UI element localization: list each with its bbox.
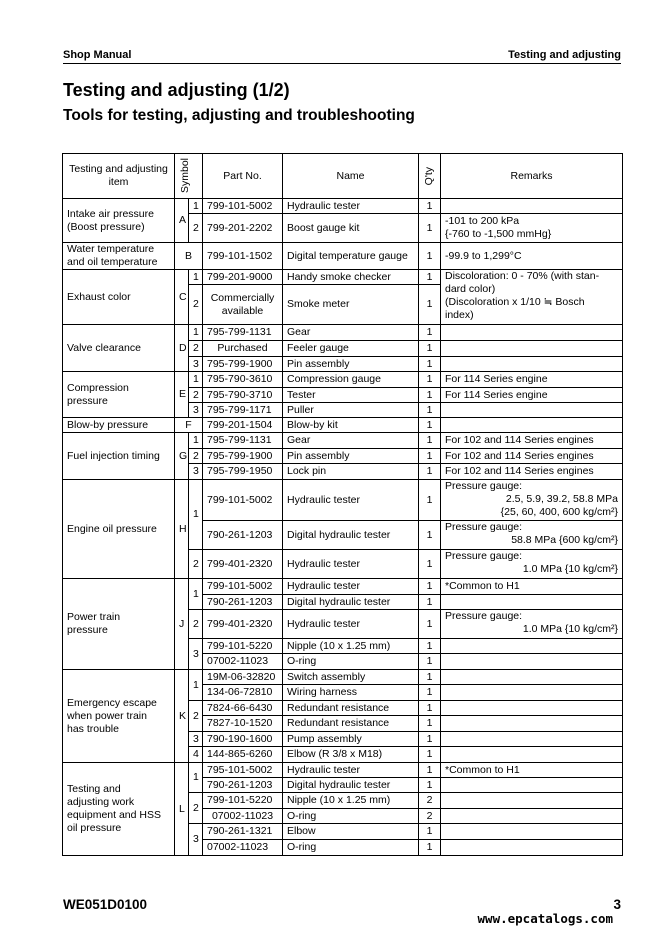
running-header xyxy=(63,49,621,64)
tool-name: Nipple (10 x 1.25 mm) xyxy=(283,793,419,809)
part-number: 799-101-5002 xyxy=(203,199,283,214)
tool-name: Blow-by kit xyxy=(283,418,419,433)
symbol-cell: E xyxy=(175,372,189,418)
part-number: 795-799-1131 xyxy=(203,325,283,341)
tool-name: Hydraulic tester xyxy=(283,763,419,778)
quantity: 1 xyxy=(419,341,441,357)
symbol-cell: H xyxy=(175,480,189,579)
remarks-value: 58.8 MPa {600 kg/cm²} xyxy=(511,534,618,546)
tool-name: O-ring xyxy=(283,654,419,670)
remarks xyxy=(441,670,623,685)
part-number: 790-261-1321 xyxy=(203,824,283,840)
quantity: 1 xyxy=(419,732,441,747)
col-header-qty: Q'ty xyxy=(419,154,441,199)
remarks: Discoloration: 0 - 70% (with stan- dard color) (Discoloration x 1/10 ≒ Bosch index) xyxy=(441,270,623,325)
item-cell: Exhaust color xyxy=(63,270,175,325)
quantity: 2 xyxy=(419,809,441,824)
remarks xyxy=(441,701,623,716)
quantity: 1 xyxy=(419,464,441,480)
quantity: 1 xyxy=(419,654,441,670)
tool-name: Tester xyxy=(283,388,419,403)
quantity: 1 xyxy=(419,388,441,403)
page-number: 3 xyxy=(613,897,621,912)
remarks-label: Pressure gauge: xyxy=(445,550,523,562)
remarks: For 114 Series engine xyxy=(441,388,623,403)
sub-number: 3 xyxy=(189,403,203,418)
tool-name: Hydraulic tester xyxy=(283,550,419,579)
part-number: 790-261-1203 xyxy=(203,778,283,793)
quantity: 1 xyxy=(419,670,441,685)
quantity: 1 xyxy=(419,595,441,610)
remarks xyxy=(441,480,623,521)
tool-name: Handy smoke checker xyxy=(283,270,419,285)
quantity: 1 xyxy=(419,763,441,778)
part-number: 799-401-2320 xyxy=(203,550,283,579)
quantity: 1 xyxy=(419,418,441,433)
part-number: 799-401-2320 xyxy=(203,610,283,639)
sub-number: 2 xyxy=(189,449,203,464)
remarks: *Common to H1 xyxy=(441,579,623,595)
part-number: 790-261-1203 xyxy=(203,595,283,610)
sub-number: 3 xyxy=(189,357,203,372)
tool-name: Digital hydraulic tester xyxy=(283,778,419,793)
remarks-label: Pressure gauge: xyxy=(445,610,523,622)
sub-number: 3 xyxy=(189,824,203,856)
page-subtitle: Tools for testing, adjusting and troubleshooting xyxy=(63,107,415,124)
item-cell: Compression pressure xyxy=(63,372,175,418)
item-cell: Emergency escape when power train has trouble xyxy=(63,670,175,763)
table-row xyxy=(63,433,623,449)
col-header-item: Testing and adjusting item xyxy=(63,154,175,199)
sub-number: 1 xyxy=(189,270,203,285)
sub-number: 2 xyxy=(189,550,203,579)
sub-number: 4 xyxy=(189,747,203,763)
remarks: -101 to 200 kPa {-760 to -1,500 mmHg} xyxy=(441,214,623,243)
remarks xyxy=(441,809,623,824)
col-header-remarks: Remarks xyxy=(441,154,623,199)
symbol-cell: A xyxy=(175,199,189,243)
symbol-cell: F xyxy=(175,418,203,433)
sub-number: 1 xyxy=(189,670,203,701)
tool-name: Redundant resistance xyxy=(283,716,419,732)
tool-name: Elbow xyxy=(283,824,419,840)
remarks xyxy=(441,778,623,793)
part-number: 790-190-1600 xyxy=(203,732,283,747)
sub-number: 2 xyxy=(189,214,203,243)
quantity: 1 xyxy=(419,357,441,372)
part-number: 7827-10-1520 xyxy=(203,716,283,732)
remarks xyxy=(441,357,623,372)
part-number: 799-101-5220 xyxy=(203,639,283,654)
part-number: 795-799-1171 xyxy=(203,403,283,418)
symbol-cell: B xyxy=(175,243,203,270)
tool-name: Hydraulic tester xyxy=(283,480,419,521)
item-cell: Fuel injection timing xyxy=(63,433,175,480)
tool-name: Pin assembly xyxy=(283,449,419,464)
remarks: For 102 and 114 Series engines xyxy=(441,464,623,480)
table-row xyxy=(63,579,623,595)
quantity: 1 xyxy=(419,243,441,270)
part-number: 795-799-1900 xyxy=(203,449,283,464)
remarks xyxy=(441,325,623,341)
quantity: 1 xyxy=(419,270,441,285)
quantity: 1 xyxy=(419,521,441,550)
quantity: 1 xyxy=(419,449,441,464)
remarks xyxy=(441,639,623,654)
item-cell: Engine oil pressure xyxy=(63,480,175,579)
quantity: 1 xyxy=(419,325,441,341)
sub-number: 2 xyxy=(189,610,203,639)
quantity: 1 xyxy=(419,285,441,325)
tool-name: Gear xyxy=(283,325,419,341)
tool-name: O-ring xyxy=(283,809,419,824)
quantity: 1 xyxy=(419,480,441,521)
remarks xyxy=(441,716,623,732)
tool-name: Feeler gauge xyxy=(283,341,419,357)
part-number: 7824-66-6430 xyxy=(203,701,283,716)
quantity: 1 xyxy=(419,639,441,654)
tools-table xyxy=(62,153,623,856)
item-cell: Valve clearance xyxy=(63,325,175,372)
tool-name: Digital temperature gauge xyxy=(283,243,419,270)
part-number: 790-261-1203 xyxy=(203,521,283,550)
table-header-row xyxy=(63,154,623,199)
part-number: 795-790-3610 xyxy=(203,372,283,388)
part-number: 07002-11023 xyxy=(203,809,283,824)
remarks xyxy=(441,403,623,418)
remarks xyxy=(441,824,623,840)
remarks xyxy=(441,521,623,550)
tool-name: Compression gauge xyxy=(283,372,419,388)
tool-name: Hydraulic tester xyxy=(283,579,419,595)
header-left: Shop Manual xyxy=(63,49,132,61)
remarks xyxy=(441,732,623,747)
symbol-cell: K xyxy=(175,670,189,763)
page-title: Testing and adjusting (1/2) xyxy=(63,80,290,100)
quantity: 1 xyxy=(419,372,441,388)
tool-name: Switch assembly xyxy=(283,670,419,685)
remarks: *Common to H1 xyxy=(441,763,623,778)
remarks-label: Pressure gauge: xyxy=(445,521,523,533)
part-number: 795-799-1900 xyxy=(203,357,283,372)
table-row xyxy=(63,270,623,285)
tool-name: Digital hydraulic tester xyxy=(283,521,419,550)
item-cell: Intake air pressure (Boost pressure) xyxy=(63,199,175,243)
tool-name: Boost gauge kit xyxy=(283,214,419,243)
col-header-symbol: Symbol xyxy=(175,154,203,199)
part-number: 795-101-5002 xyxy=(203,763,283,778)
sub-number: 1 xyxy=(189,579,203,610)
sub-number: 1 xyxy=(189,433,203,449)
remarks xyxy=(441,595,623,610)
part-number: 795-790-3710 xyxy=(203,388,283,403)
tool-name: Nipple (10 x 1.25 mm) xyxy=(283,639,419,654)
tool-name: Gear xyxy=(283,433,419,449)
tool-name: Digital hydraulic tester xyxy=(283,595,419,610)
sub-number: 2 xyxy=(189,341,203,357)
remarks xyxy=(441,341,623,357)
remarks-value: 1.0 MPa {10 kg/cm²} xyxy=(522,623,618,635)
remarks: For 114 Series engine xyxy=(441,372,623,388)
tool-name: Lock pin xyxy=(283,464,419,480)
sub-number: 3 xyxy=(189,464,203,480)
symbol-cell: G xyxy=(175,433,189,480)
sub-number: 1 xyxy=(189,199,203,214)
part-number: Purchased xyxy=(203,341,283,357)
symbol-cell: J xyxy=(175,579,189,670)
symbol-cell: C xyxy=(175,270,189,325)
remarks: For 102 and 114 Series engines xyxy=(441,449,623,464)
remarks: -99.9 to 1,299°C xyxy=(441,243,623,270)
quantity: 1 xyxy=(419,840,441,856)
quantity: 1 xyxy=(419,716,441,732)
quantity: 1 xyxy=(419,579,441,595)
tool-name: Hydraulic tester xyxy=(283,610,419,639)
table-row xyxy=(63,763,623,778)
symbol-cell: D xyxy=(175,325,189,372)
quantity: 1 xyxy=(419,403,441,418)
tool-name: Hydraulic tester xyxy=(283,199,419,214)
tool-name: Pin assembly xyxy=(283,357,419,372)
remarks-value: 1.0 MPa {10 kg/cm²} xyxy=(522,563,618,575)
remarks xyxy=(441,747,623,763)
remarks xyxy=(441,418,623,433)
item-cell: Testing and adjusting work equipment and HSS oil pressure xyxy=(63,763,175,856)
tool-name: Wiring harness xyxy=(283,685,419,701)
part-number: 799-201-1504 xyxy=(203,418,283,433)
table-row xyxy=(63,480,623,521)
part-number: 07002-11023 xyxy=(203,840,283,856)
col-header-part: Part No. xyxy=(203,154,283,199)
item-cell: Blow-by pressure xyxy=(63,418,175,433)
table-row xyxy=(63,243,623,270)
quantity: 1 xyxy=(419,824,441,840)
quantity: 2 xyxy=(419,793,441,809)
sub-number: 2 xyxy=(189,701,203,732)
remarks xyxy=(441,199,623,214)
sub-number: 1 xyxy=(189,480,203,550)
part-number: 799-101-5002 xyxy=(203,480,283,521)
sub-number: 2 xyxy=(189,285,203,325)
sub-number: 2 xyxy=(189,388,203,403)
part-number: 799-101-1502 xyxy=(203,243,283,270)
quantity: 1 xyxy=(419,214,441,243)
part-number: 07002-11023 xyxy=(203,654,283,670)
table-row xyxy=(63,670,623,685)
remarks xyxy=(441,685,623,701)
tool-name: Puller xyxy=(283,403,419,418)
remarks xyxy=(441,550,623,579)
table-row xyxy=(63,418,623,433)
sub-number: 1 xyxy=(189,325,203,341)
sub-number: 2 xyxy=(189,793,203,824)
quantity: 1 xyxy=(419,701,441,716)
watermark-url: www.epcatalogs.com xyxy=(477,911,613,926)
sub-number: 3 xyxy=(189,732,203,747)
table-row xyxy=(63,199,623,214)
quantity: 1 xyxy=(419,610,441,639)
remarks xyxy=(441,840,623,856)
quantity: 1 xyxy=(419,550,441,579)
part-number: 799-201-2202 xyxy=(203,214,283,243)
part-number: 134-06-72810 xyxy=(203,685,283,701)
part-number: 795-799-1950 xyxy=(203,464,283,480)
item-cell: Power train pressure xyxy=(63,579,175,670)
quantity: 1 xyxy=(419,199,441,214)
remarks xyxy=(441,654,623,670)
table-row xyxy=(63,372,623,388)
part-number: 799-101-5220 xyxy=(203,793,283,809)
sub-number: 3 xyxy=(189,639,203,670)
symbol-cell: L xyxy=(175,763,189,856)
quantity: 1 xyxy=(419,433,441,449)
tool-name: O-ring xyxy=(283,840,419,856)
remarks xyxy=(441,793,623,809)
part-number: 19M-06-32820 xyxy=(203,670,283,685)
tool-name: Elbow (R 3/8 x M18) xyxy=(283,747,419,763)
tool-name: Pump assembly xyxy=(283,732,419,747)
quantity: 1 xyxy=(419,747,441,763)
document-code: WE051D0100 xyxy=(63,897,148,912)
remarks-label: Pressure gauge: xyxy=(445,480,523,492)
col-header-name: Name xyxy=(283,154,419,199)
quantity: 1 xyxy=(419,778,441,793)
table-row xyxy=(63,325,623,341)
part-number: Commercially available xyxy=(203,285,283,325)
remarks xyxy=(441,610,623,639)
part-number: 799-101-5002 xyxy=(203,579,283,595)
part-number: 144-865-6260 xyxy=(203,747,283,763)
header-right: Testing and adjusting xyxy=(508,49,621,61)
part-number: 795-799-1131 xyxy=(203,433,283,449)
tool-name: Smoke meter xyxy=(283,285,419,325)
tool-name: Redundant resistance xyxy=(283,701,419,716)
sub-number: 1 xyxy=(189,763,203,793)
remarks: For 102 and 114 Series engines xyxy=(441,433,623,449)
remarks-value: 2.5, 5.9, 39.2, 58.8 MPa {25, 60, 400, 600 kg/cm²} xyxy=(500,493,618,518)
part-number: 799-201-9000 xyxy=(203,270,283,285)
sub-number: 1 xyxy=(189,372,203,388)
item-cell: Water temperature and oil temperature xyxy=(63,243,175,270)
quantity: 1 xyxy=(419,685,441,701)
